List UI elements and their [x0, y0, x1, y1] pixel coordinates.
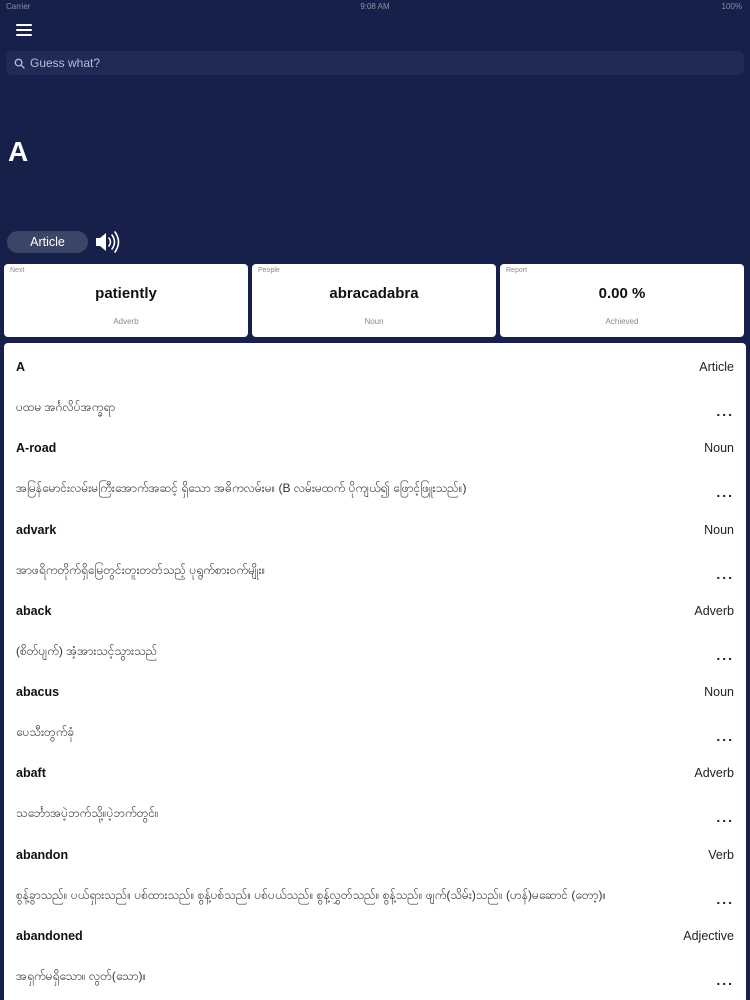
list-item[interactable]: [4, 831, 746, 912]
next-word-card[interactable]: [4, 264, 248, 337]
entry-word: abandon: [16, 847, 69, 862]
list-item[interactable]: [4, 343, 746, 424]
menu-line: [16, 29, 32, 31]
search-icon: [14, 58, 25, 69]
entry-word: A: [16, 360, 26, 374]
list-item[interactable]: [4, 668, 746, 749]
entry-definition: သင်္ဘောအပဲ့ဘက်သို့။ပဲ့ဘက်တွင်။: [16, 806, 159, 821]
entry-word: A-road: [16, 441, 57, 456]
more-options-icon[interactable]: ...: [716, 809, 734, 826]
search-input[interactable]: [30, 56, 630, 70]
more-options-icon[interactable]: ...: [716, 403, 734, 419]
status-bar: [0, 0, 750, 14]
entry-part-of-speech: Noun: [704, 522, 734, 537]
card-value: patiently: [95, 285, 157, 302]
entry-part-of-speech: Verb: [708, 847, 734, 862]
report-card[interactable]: [500, 264, 744, 337]
card-subtitle: Adverb: [113, 317, 139, 326]
menu-line: [16, 24, 32, 26]
entry-definition: ပေသီးတွက်ခုံ: [16, 725, 75, 740]
entry-word: aback: [16, 603, 52, 618]
entry-word: abandoned: [16, 929, 83, 944]
carrier-label: Carrier: [6, 2, 31, 11]
entry-definition: ပထမ အင်္ဂလိပ်အက္ခရာ: [16, 400, 116, 414]
entry-definition: အရှက်မရှိသော။ လွတ်(သော)။: [16, 969, 147, 984]
entry-part-of-speech: Adverb: [694, 766, 734, 781]
entry-definition: စွန့်ခွာသည်။ ပယ်ရှားသည်။ ပစ်ထားသည်။ စွန့်ပစ်သည်။ ပစ်ပယ်သည်။ စွန့်လွှတ်သည်။ စွန့်သည်။ ဖျက်(သိမ်း)သည်။ (ဟန်)မဆောင် (တော့)။: [16, 887, 607, 902]
more-options-icon[interactable]: ...: [716, 890, 734, 907]
entry-part-of-speech: Noun: [704, 685, 734, 700]
status-time: 9:08 AM: [360, 2, 390, 11]
list-item[interactable]: [4, 912, 746, 993]
battery-label: 100%: [721, 2, 742, 11]
card-value: 0.00 %: [598, 285, 646, 302]
more-options-icon[interactable]: ...: [716, 728, 734, 745]
part-of-speech-pill[interactable]: Article: [7, 231, 88, 253]
card-subtitle: Achieved: [605, 317, 639, 326]
entry-part-of-speech: Adjective: [683, 929, 734, 944]
card-subtitle: Noun: [364, 317, 384, 326]
stats-cards: [4, 264, 746, 337]
list-item[interactable]: [4, 506, 746, 587]
list-item[interactable]: [4, 587, 746, 668]
list-item[interactable]: [4, 424, 746, 505]
entry-word: advark: [16, 522, 57, 537]
word-list: [4, 343, 746, 1000]
card-caption: People: [258, 267, 280, 274]
word-title: A: [8, 136, 29, 167]
hamburger-menu-icon[interactable]: [14, 22, 34, 38]
list-item[interactable]: [4, 749, 746, 830]
entry-word: abaft: [16, 766, 46, 781]
entry-part-of-speech: Article: [699, 360, 734, 374]
speaker-icon[interactable]: [94, 230, 120, 254]
more-options-icon[interactable]: ...: [716, 972, 734, 989]
search-bar[interactable]: [6, 51, 744, 75]
entry-definition: အမြန်မောင်းလမ်းမကြီးအောက်အဆင့် ရှိသော အဓိကလမ်းမ။ (B လမ်းမထက် ပိုကျယ်၍ ဖြောင့်ဖြူးသည်။): [16, 481, 467, 496]
card-caption: Report: [506, 267, 528, 274]
more-options-icon[interactable]: ...: [716, 565, 734, 582]
card-value: abracadabra: [329, 285, 419, 302]
entry-definition: အာဖရိကတိုက်ရှိမြေတွင်းတူးတတ်သည့် ပုရွက်စားဝက်မျိုး။: [16, 562, 266, 577]
people-word-card[interactable]: [252, 264, 496, 337]
card-caption: Next: [10, 267, 25, 274]
more-options-icon[interactable]: ...: [716, 646, 734, 663]
entry-word: abacus: [16, 685, 60, 700]
menu-line: [16, 34, 32, 36]
entry-definition: (စိတ်ပျက်) အံ့အားသင့်သွားသည်: [16, 643, 158, 658]
entry-part-of-speech: Noun: [704, 441, 734, 456]
more-options-icon[interactable]: ...: [716, 484, 734, 501]
entry-part-of-speech: Adverb: [694, 603, 734, 618]
